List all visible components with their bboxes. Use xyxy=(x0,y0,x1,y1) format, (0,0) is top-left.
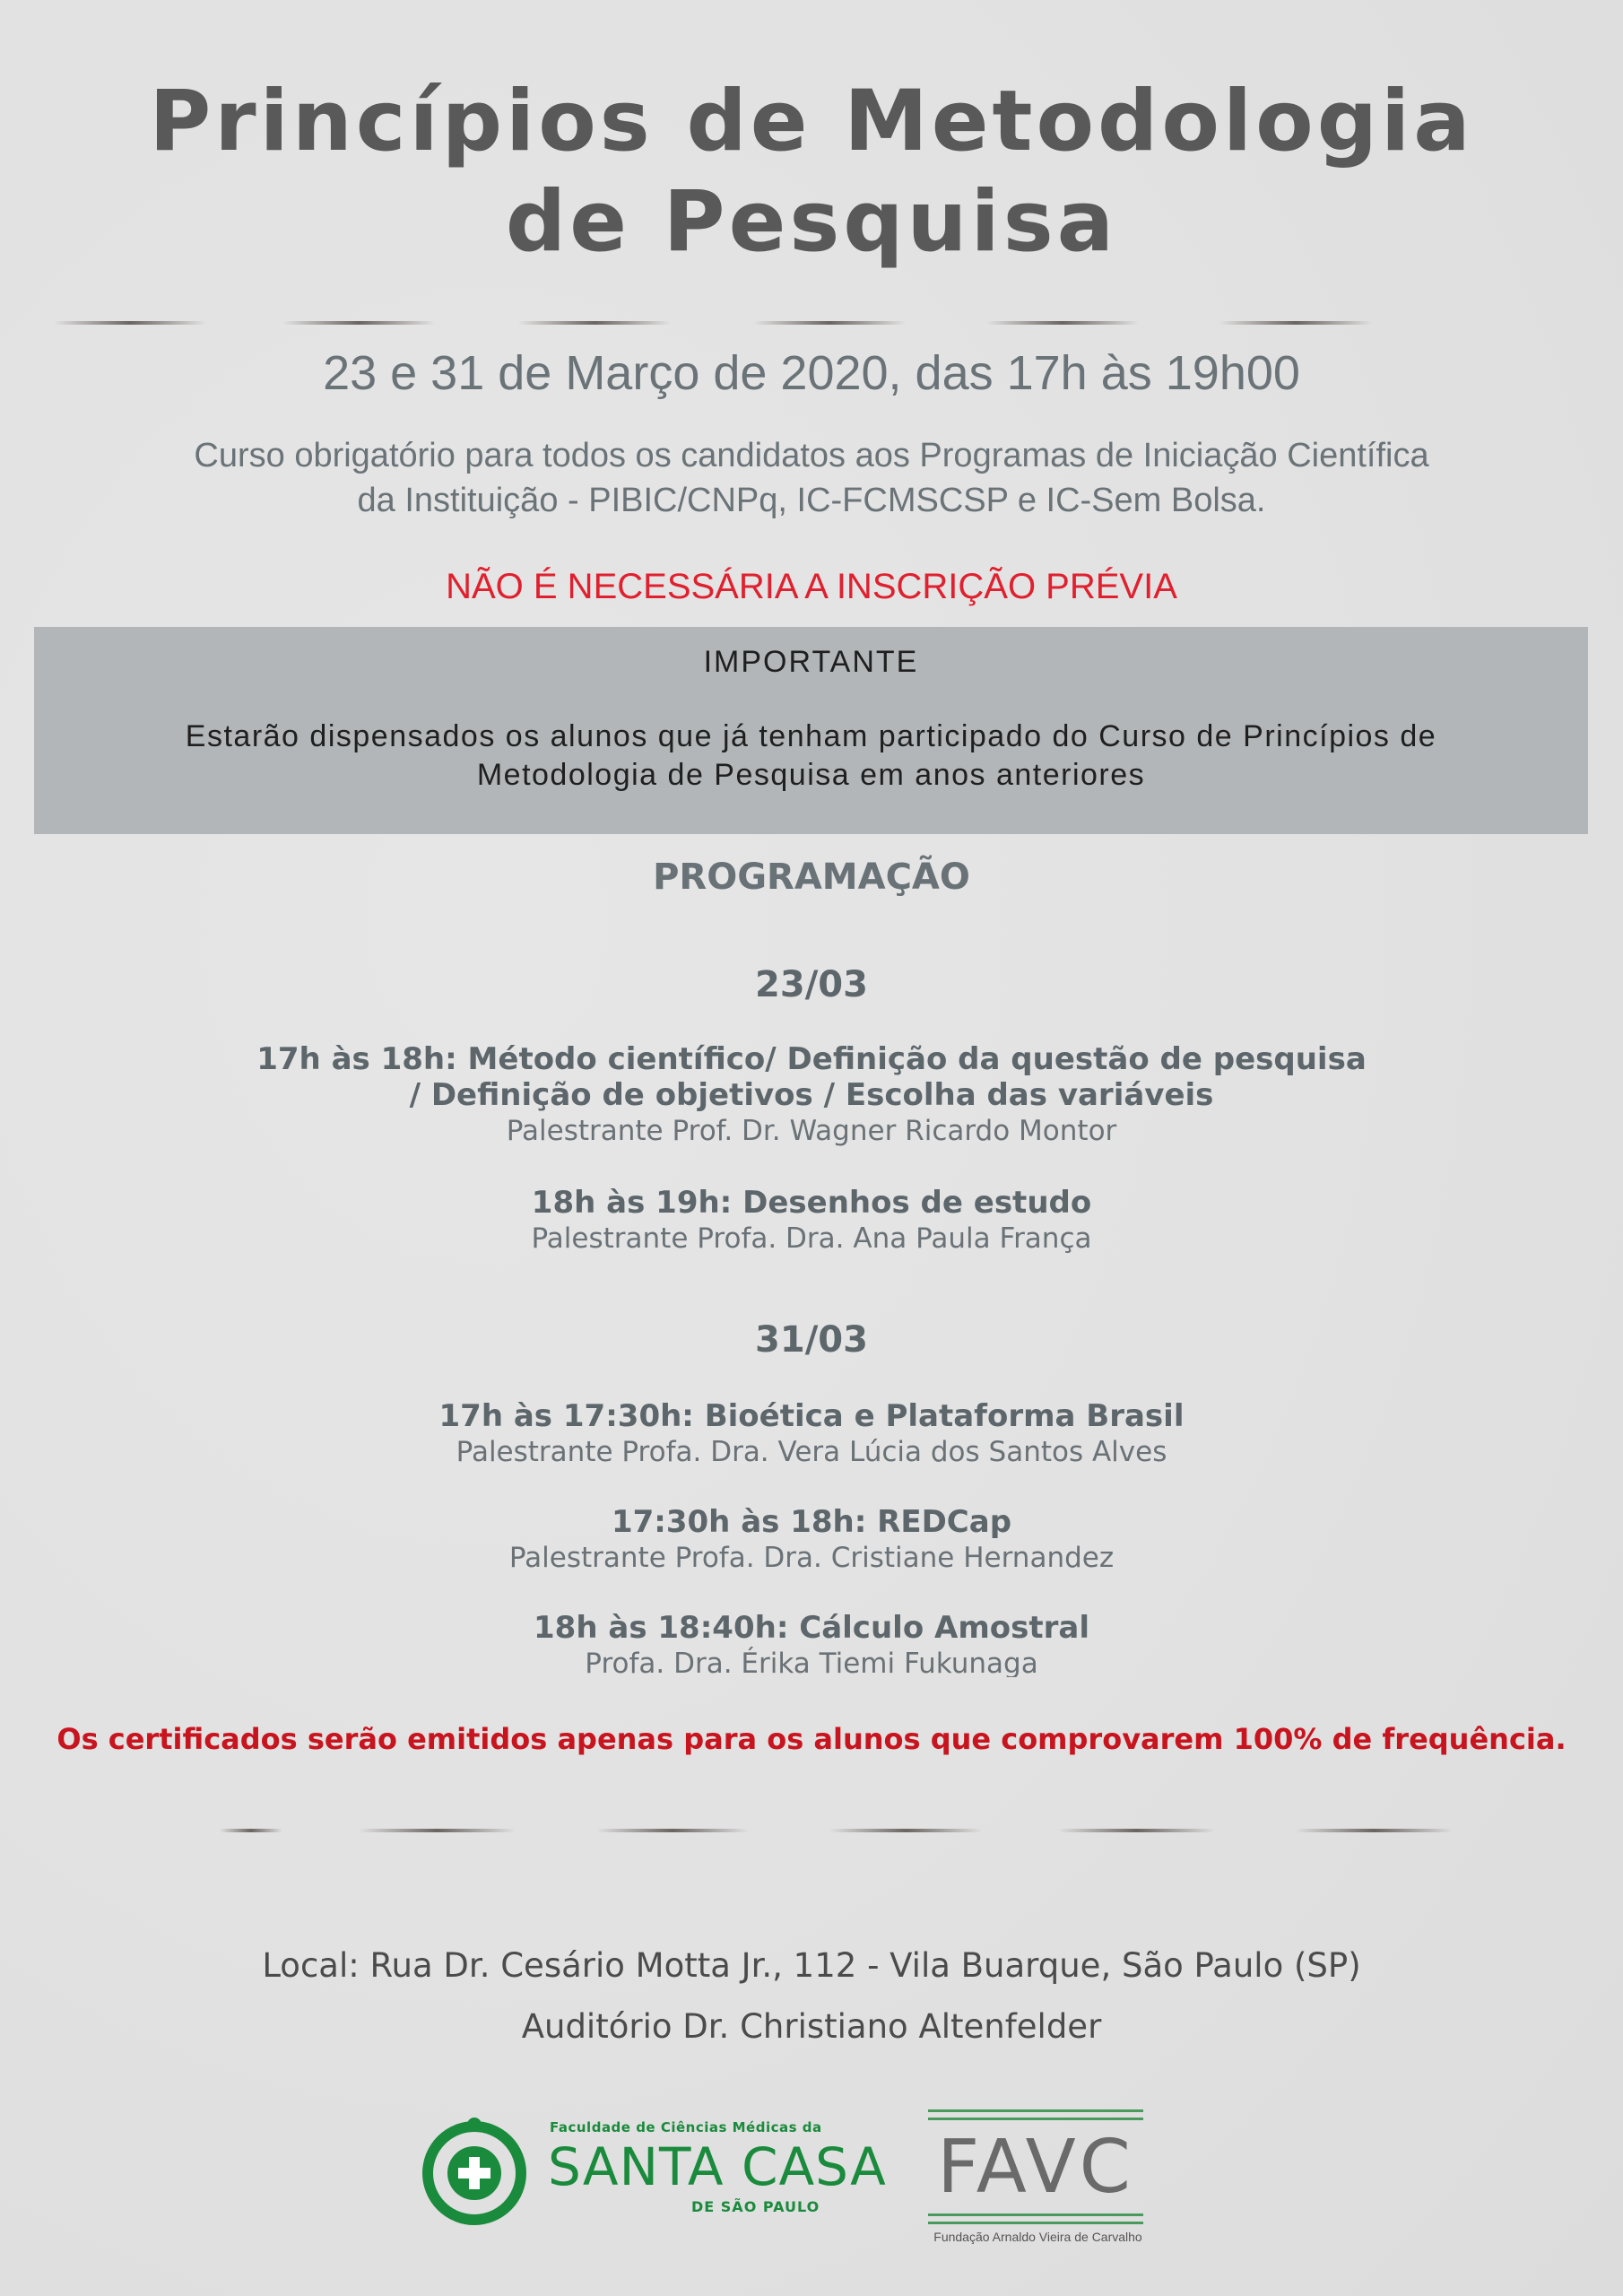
santa-casa-emblem-icon xyxy=(417,2112,535,2231)
registration-notice: NÃO É NECESSÁRIA A INSCRIÇÃO PRÉVIA xyxy=(446,567,1177,606)
session-item xyxy=(0,1504,1623,1574)
session-topic: 17h às 18h: Método científico/ Definição da questão de pesquisa xyxy=(256,1041,1367,1077)
session-topic-continued: / Definição de objetivos / Escolha das variáveis xyxy=(409,1077,1214,1113)
session-speaker: Palestrante Profa. Dra. Ana Paula França xyxy=(531,1222,1092,1255)
program-title: PROGRAMAÇÃO xyxy=(653,857,970,898)
bottom-divider xyxy=(0,1829,1623,1834)
session-speaker: Profa. Dra. Érika Tiemi Fukunaga xyxy=(585,1648,1038,1677)
session-item xyxy=(0,1041,1623,1147)
session-item xyxy=(0,1185,1623,1255)
session-speaker: Palestrante Prof. Dr. Wagner Ricardo Montor xyxy=(506,1115,1117,1147)
course-description-line-2: da Instituição - PIBIC/CNPq, IC-FCMSCSP e IC-Sem Bolsa. xyxy=(357,482,1266,519)
important-text-line-1: Estarão dispensados os alunos que já tenham participado do Curso de Princípios de xyxy=(185,719,1437,753)
page-title xyxy=(0,72,1623,273)
session-topic: 17:30h às 18h: REDCap xyxy=(611,1504,1012,1540)
santa-casa-logo xyxy=(417,2112,887,2220)
location-venue: Auditório Dr. Christiano Altenfelder xyxy=(521,2007,1102,2046)
important-title: IMPORTANTE xyxy=(703,645,919,679)
session-item xyxy=(0,1398,1623,1468)
important-text xyxy=(34,718,1588,795)
top-divider xyxy=(0,321,1623,326)
session-topic: 18h às 19h: Desenhos de estudo xyxy=(531,1185,1092,1221)
session-speaker: Palestrante Profa. Dra. Cristiane Hernandez xyxy=(508,1542,1115,1574)
session-topic: 17h às 17:30h: Bioética e Plataforma Brasil xyxy=(438,1398,1185,1434)
title-line-2: de Pesquisa xyxy=(505,173,1118,271)
day-date-2: 31/03 xyxy=(755,1319,868,1361)
favc-name: FAVC xyxy=(937,2125,1134,2210)
session-topic: 18h às 18:40h: Cálculo Amostral xyxy=(534,1610,1089,1646)
event-dates: 23 e 31 de Março de 2020, das 17h às 19h00 xyxy=(323,346,1300,400)
course-description-line-1: Curso obrigatório para todos os candidatos aos Programas de Iniciação Científica xyxy=(194,437,1429,474)
session-item xyxy=(0,1610,1623,1677)
santa-casa-line-1: Faculdade de Ciências Médicas da xyxy=(550,2119,822,2135)
important-box xyxy=(34,627,1588,834)
title-line-1: Princípios de Metodologia xyxy=(149,73,1474,170)
important-text-line-2: Metodologia de Pesquisa em anos anteriores xyxy=(476,758,1146,792)
santa-casa-line-2: SANTA CASA xyxy=(548,2136,887,2197)
location-address: Local: Rua Dr. Cesário Motta Jr., 112 - Vila Buarque, São Paulo (SP) xyxy=(262,1946,1361,1985)
session-speaker: Palestrante Profa. Dra. Vera Lúcia dos Santos Alves xyxy=(456,1436,1167,1468)
santa-casa-line-3: DE SÃO PAULO xyxy=(691,2198,820,2215)
favc-logo xyxy=(928,2109,1148,2244)
certificate-notice: Os certificados serão emitidos apenas para os alunos que comprovarem 100% de frequência. xyxy=(56,1722,1567,1756)
favc-subtitle: Fundação Arnaldo Vieira de Carvalho xyxy=(933,2230,1142,2244)
course-description xyxy=(0,433,1623,523)
day-date-1: 23/03 xyxy=(755,964,868,1005)
